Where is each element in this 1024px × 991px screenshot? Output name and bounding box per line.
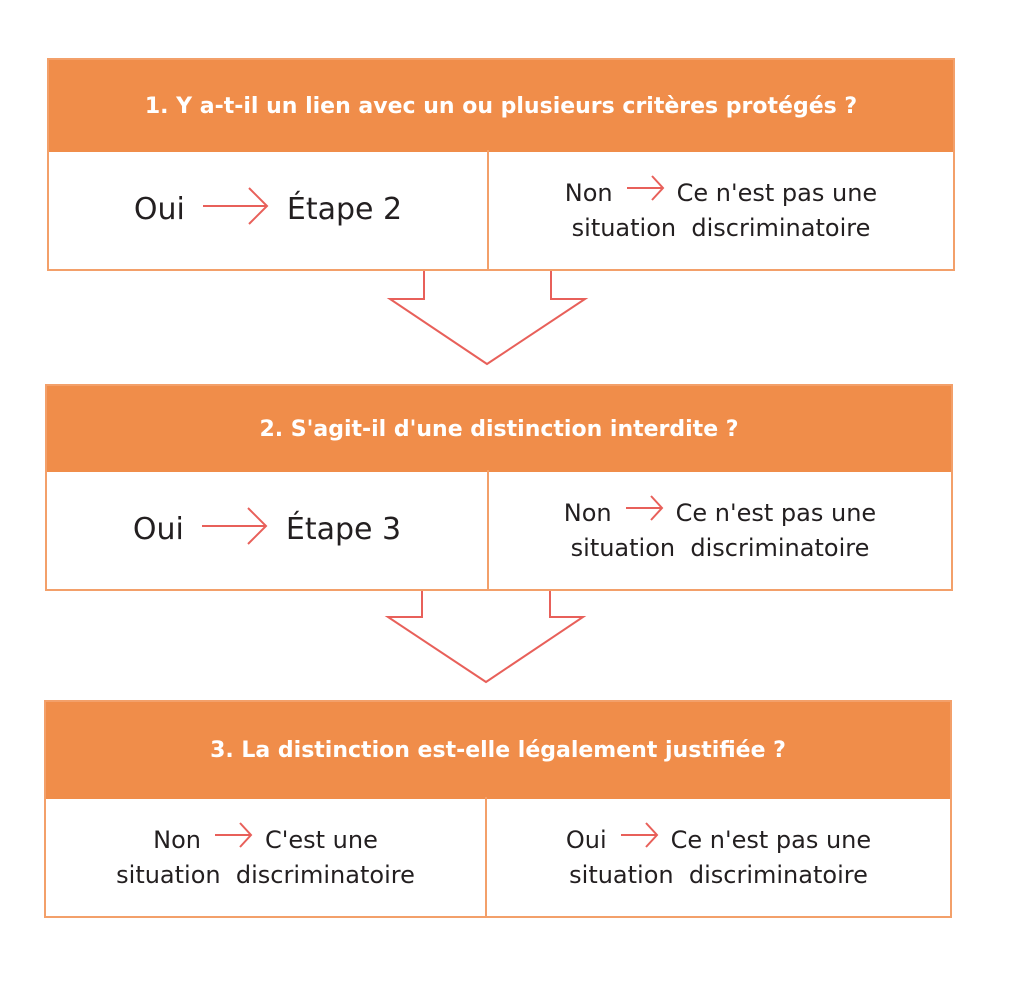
result-line-1: Ce n'est pas une — [670, 825, 872, 854]
answer-no: Non — [153, 825, 201, 854]
result-line-1: Ce n'est pas une — [675, 498, 877, 527]
right-arrow-icon — [624, 494, 664, 531]
step-2-box — [45, 384, 953, 591]
step-3-yes-cell — [487, 797, 950, 916]
result-next-step: Étape 2 — [286, 192, 403, 227]
step-3-no-cell — [46, 797, 487, 916]
right-arrow-icon — [200, 506, 270, 554]
answer-no: Non — [563, 498, 612, 527]
down-block-arrow-icon — [388, 590, 583, 682]
right-arrow-icon — [625, 174, 665, 211]
step-2-no-cell — [489, 470, 951, 589]
result-line-2: situation discriminatoire — [569, 861, 868, 889]
result-line-2: situation discriminatoire — [116, 861, 415, 889]
step-3-title: 3. La distinction est-elle légalement justifiée ? — [46, 702, 950, 799]
answer-yes: Oui — [565, 825, 607, 854]
answer-no: Non — [564, 178, 613, 207]
right-arrow-icon — [201, 186, 271, 234]
step-3-box — [44, 700, 952, 918]
step-1-yes-cell — [49, 150, 489, 269]
down-block-arrow-icon — [390, 270, 585, 364]
result-line-2: situation discriminatoire — [570, 534, 870, 562]
step-1-title: 1. Y a-t-il un lien avec un ou plusieurs critères protégés ? — [49, 60, 953, 152]
result-line-2: situation discriminatoire — [571, 214, 871, 242]
result-line-1: Ce n'est pas une — [676, 178, 878, 207]
step-2-title: 2. S'agit-il d'une distinction interdite ? — [47, 386, 951, 472]
step-1-no-cell — [489, 150, 953, 269]
right-arrow-icon — [213, 821, 253, 858]
answer-yes: Oui — [133, 192, 185, 227]
result-line-1: C'est une — [264, 825, 378, 854]
answer-yes: Oui — [132, 512, 184, 547]
right-arrow-icon — [619, 821, 659, 858]
step-2-yes-cell — [47, 470, 489, 589]
result-next-step: Étape 3 — [285, 512, 402, 547]
step-1-box — [47, 58, 955, 271]
